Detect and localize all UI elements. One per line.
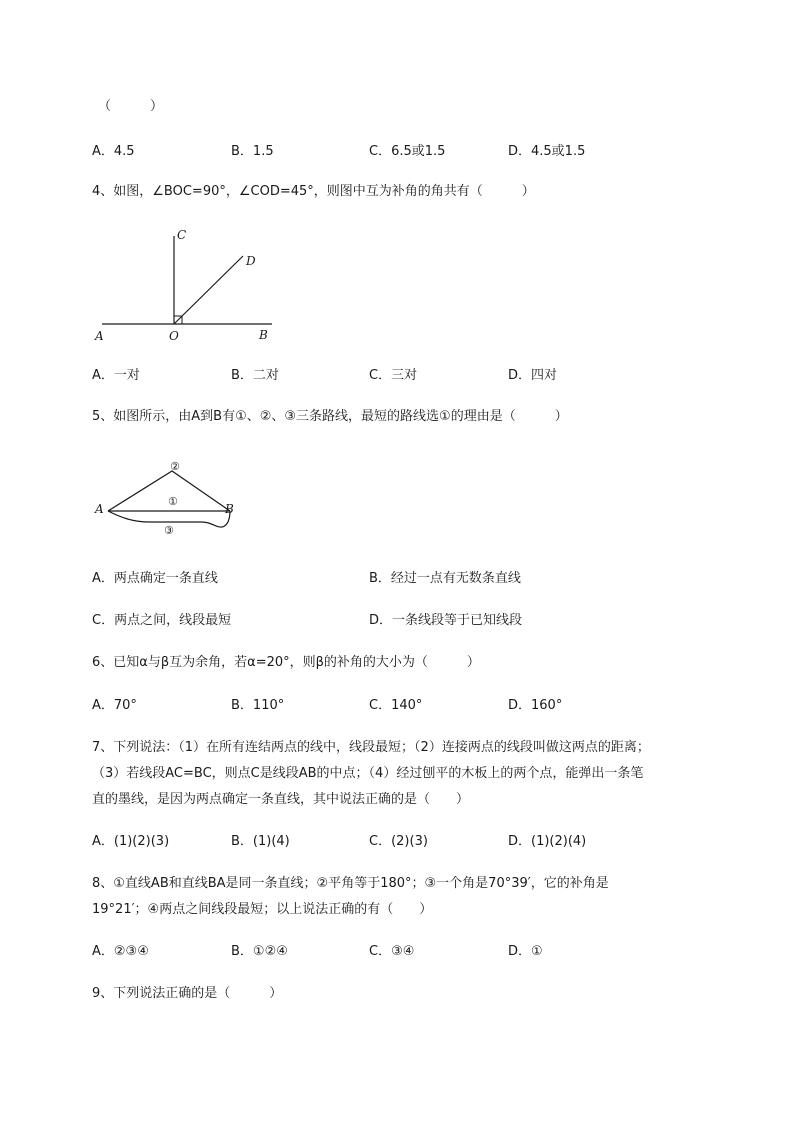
label-d: D	[246, 254, 256, 268]
q8-option-d: D．①	[508, 944, 543, 959]
label-b: B	[225, 502, 234, 516]
q8-option-c: C．③④	[369, 944, 415, 959]
q4-stem: 4、如图，∠BOC=90°，∠COD=45°，则图中互为补角的角共有（ ）	[92, 184, 535, 199]
q4-option-a: A．一对	[92, 368, 140, 383]
q7-option-b: B．(1)(4)	[231, 834, 290, 849]
label-b: B	[259, 328, 268, 342]
q7-option-a: A．(1)(2)(3)	[92, 834, 170, 849]
q3-option-c: C．6.5或1.5	[369, 144, 446, 159]
label-route-1: ①	[168, 495, 178, 508]
q3-bracket: （ ）	[98, 99, 164, 114]
q9-stem: 9、下列说法正确的是（ ）	[92, 986, 283, 1001]
label-route-2: ②	[170, 460, 180, 473]
q4-option-c: C．三对	[369, 368, 418, 383]
q3-option-d: D．4.5或1.5	[508, 144, 586, 159]
q8-line-2: 19°21′；④两点之间线段最短；以上说法正确的有（ ）	[92, 902, 433, 917]
q3-option-a: A．4.5	[92, 144, 135, 159]
q7-option-c: C．(2)(3)	[369, 834, 428, 849]
ray-od	[174, 256, 243, 324]
q6-option-d: D．160°	[508, 698, 563, 713]
q8-line-1: 8、①直线AB和直线BA是同一条直线；②平角等于180°；③一个角是70°39′，它的补角是	[92, 876, 609, 891]
q5-option-b: B．经过一点有无数条直线	[369, 571, 521, 586]
q7-line-2: （3）若线段AC=BC，则点C是线段AB的中点；（4）经过刨平的木板上的两个点，能弹出一条笔	[92, 766, 644, 781]
q7-line-3: 直的墨线，是因为两点确定一条直线，其中说法正确的是（ ）	[92, 792, 470, 807]
q5-option-d: D．一条线段等于已知线段	[369, 613, 523, 628]
q6-option-a: A．70°	[92, 698, 137, 713]
q7-option-d: D．(1)(2)(4)	[508, 834, 587, 849]
label-o: O	[169, 329, 179, 343]
q7-line-1: 7、下列说法：（1）在所有连结两点的线中，线段最短；（2）连接两点的线段叫做这两点的距离；	[92, 740, 650, 755]
q8-option-a: A．②③④	[92, 944, 149, 959]
q6-option-c: C．140°	[369, 698, 423, 713]
q4-option-d: D．四对	[508, 368, 558, 383]
q5-option-c: C．两点之间，线段最短	[92, 613, 232, 628]
q4-angle-figure	[90, 222, 290, 347]
q3-option-b: B．1.5	[231, 144, 274, 159]
label-a: A	[95, 329, 104, 343]
label-route-3: ③	[164, 524, 174, 537]
q6-option-b: B．110°	[231, 698, 285, 713]
q5-route-figure	[90, 454, 250, 544]
q4-option-b: B．二对	[231, 368, 279, 383]
q6-stem: 6、已知α与β互为余角，若α=20°，则β的补角的大小为（ ）	[92, 655, 480, 670]
q8-option-b: B．①②④	[231, 944, 288, 959]
q5-stem: 5、如图所示，由A到B有①、②、③三条路线，最短的路线选①的理由是（ ）	[92, 409, 568, 424]
label-a: A	[95, 502, 104, 516]
q5-option-a: A．两点确定一条直线	[92, 571, 218, 586]
label-c: C	[177, 228, 187, 242]
